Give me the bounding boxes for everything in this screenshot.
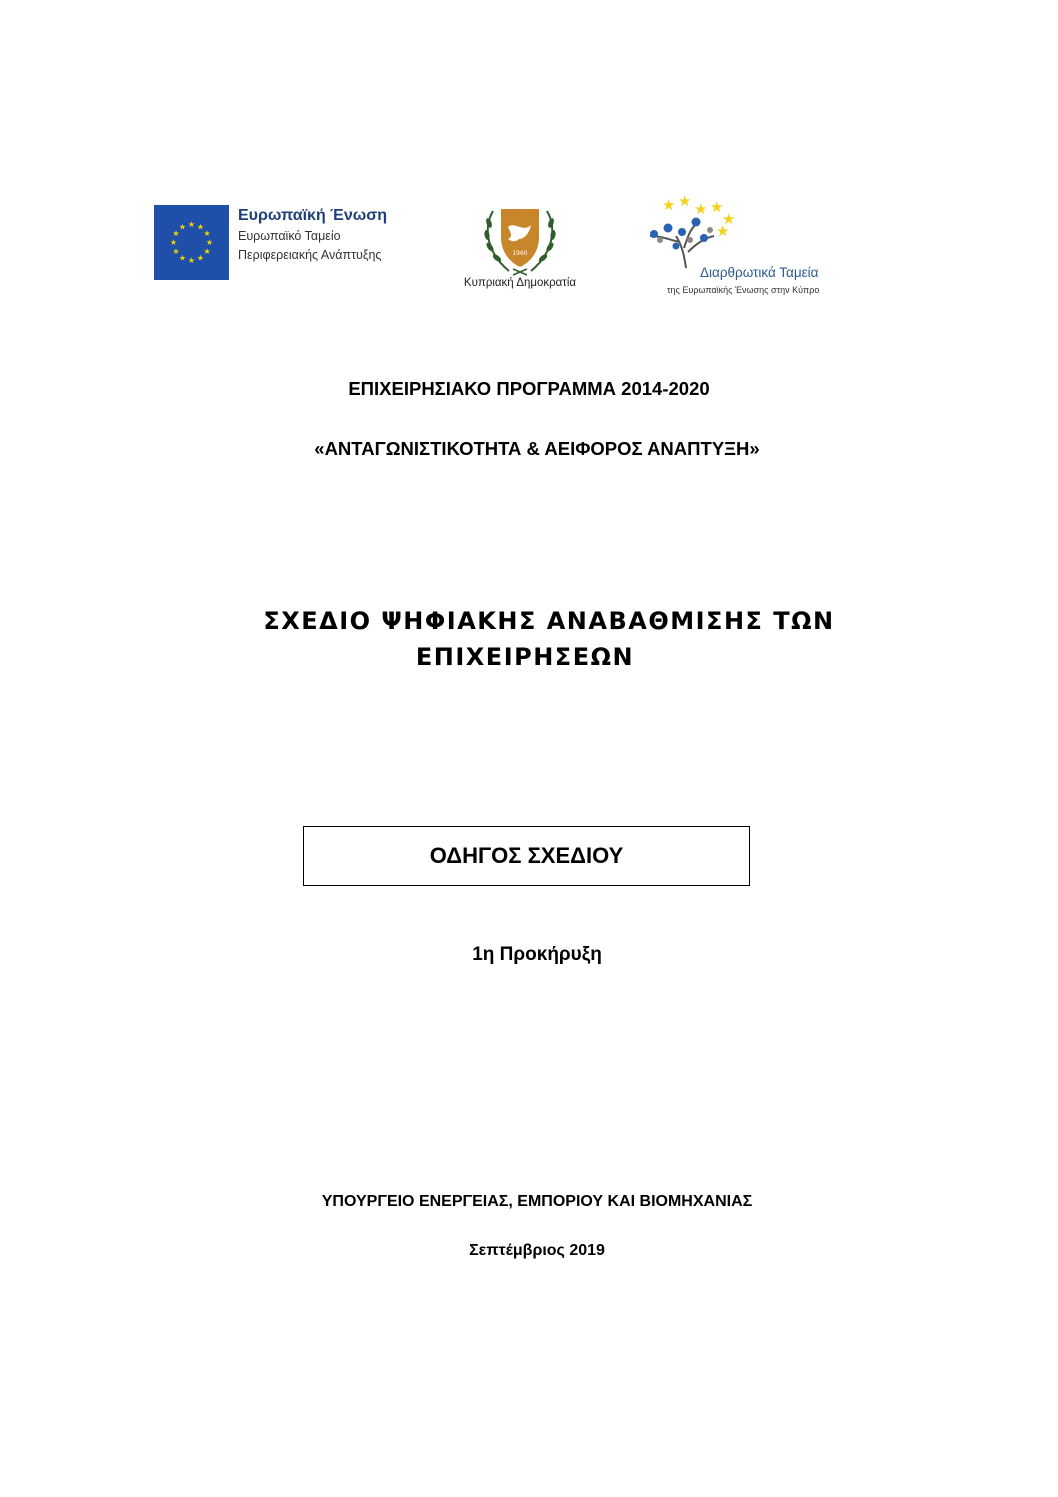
svg-text:★: ★ [196,222,205,232]
svg-text:★: ★ [196,253,205,263]
eu-fund-line2: Περιφερειακής Ανάπτυξης [238,248,382,262]
eu-logo [154,205,394,281]
guide-label: ΟΔΗΓΟΣ ΣΧΕΔΙΟΥ [429,843,624,868]
call-label: 1η Προκήρυξη [472,944,602,965]
scheme-title-line2: ΕΠΙΧΕΙΡΗΣΕΩΝ [415,643,635,671]
cyprus-logo [445,203,595,293]
structural-funds-logo [640,192,850,302]
cyprus-caption: Κυπριακή Δημοκρατία [463,277,577,289]
scheme-title-line1: ΣΧΕΔΙΟ ΨΗΦΙΑΚΗΣ ΑΝΑΒΑΘΜΙΣΗΣ ΤΩΝ [263,607,835,635]
svg-text:★: ★ [187,220,196,229]
eu-fund-line1: Ευρωπαϊκό Ταμείο [238,229,341,243]
eu-stars-icon [154,205,229,280]
programme-title: ΕΠΙΧΕΙΡΗΣΙΑΚΟ ΠΡΟΓΡΑΜΜΑ 2014-2020 [348,378,710,399]
svg-text:★: ★ [169,238,178,247]
svg-text:★: ★ [203,229,211,238]
ministry-name: ΥΠΟΥΡΓΕΙΟ ΕΝΕΡΓΕΙΑΣ, ΕΜΠΟΡΙΟΥ ΚΑΙ ΒΙΟΜΗΧΑΝΙΑΣ [321,1193,753,1210]
svg-text:★: ★ [178,253,187,263]
svg-text:★: ★ [716,222,730,240]
svg-text:★: ★ [722,210,736,228]
svg-text:★: ★ [205,238,214,247]
eu-flag-icon [154,205,229,280]
svg-text:★: ★ [710,198,724,216]
tree-stars-icon [640,192,760,272]
cyprus-emblem-icon [475,203,565,279]
eu-logo-text [238,205,387,265]
svg-text:★: ★ [694,200,708,218]
svg-text:★: ★ [678,192,692,210]
scheme-title [0,603,1058,675]
svg-text:★: ★ [178,222,187,232]
structural-funds-subtitle: της Ευρωπαϊκής Ένωσης στην Κύπρο [667,285,820,295]
svg-text:★: ★ [203,247,211,256]
eu-title: Ευρωπαϊκή Ένωση [238,207,387,224]
svg-text:★: ★ [172,229,180,238]
svg-text:★: ★ [662,196,676,214]
programme-subtitle: «ΑΝΤΑΓΩΝΙΣΤΙΚΟΤΗΤΑ & ΑΕΙΦΟΡΟΣ ΑΝΑΠΤΥΞΗ» [314,438,760,459]
emblem-year: 1960 [512,250,528,257]
structural-funds-title: Διαρθρωτικά Ταμεία [700,265,819,280]
svg-text:★: ★ [187,256,196,265]
publication-date: Σεπτέμβριος 2019 [469,1242,605,1259]
svg-text:★: ★ [172,247,180,256]
guide-box [303,826,750,886]
